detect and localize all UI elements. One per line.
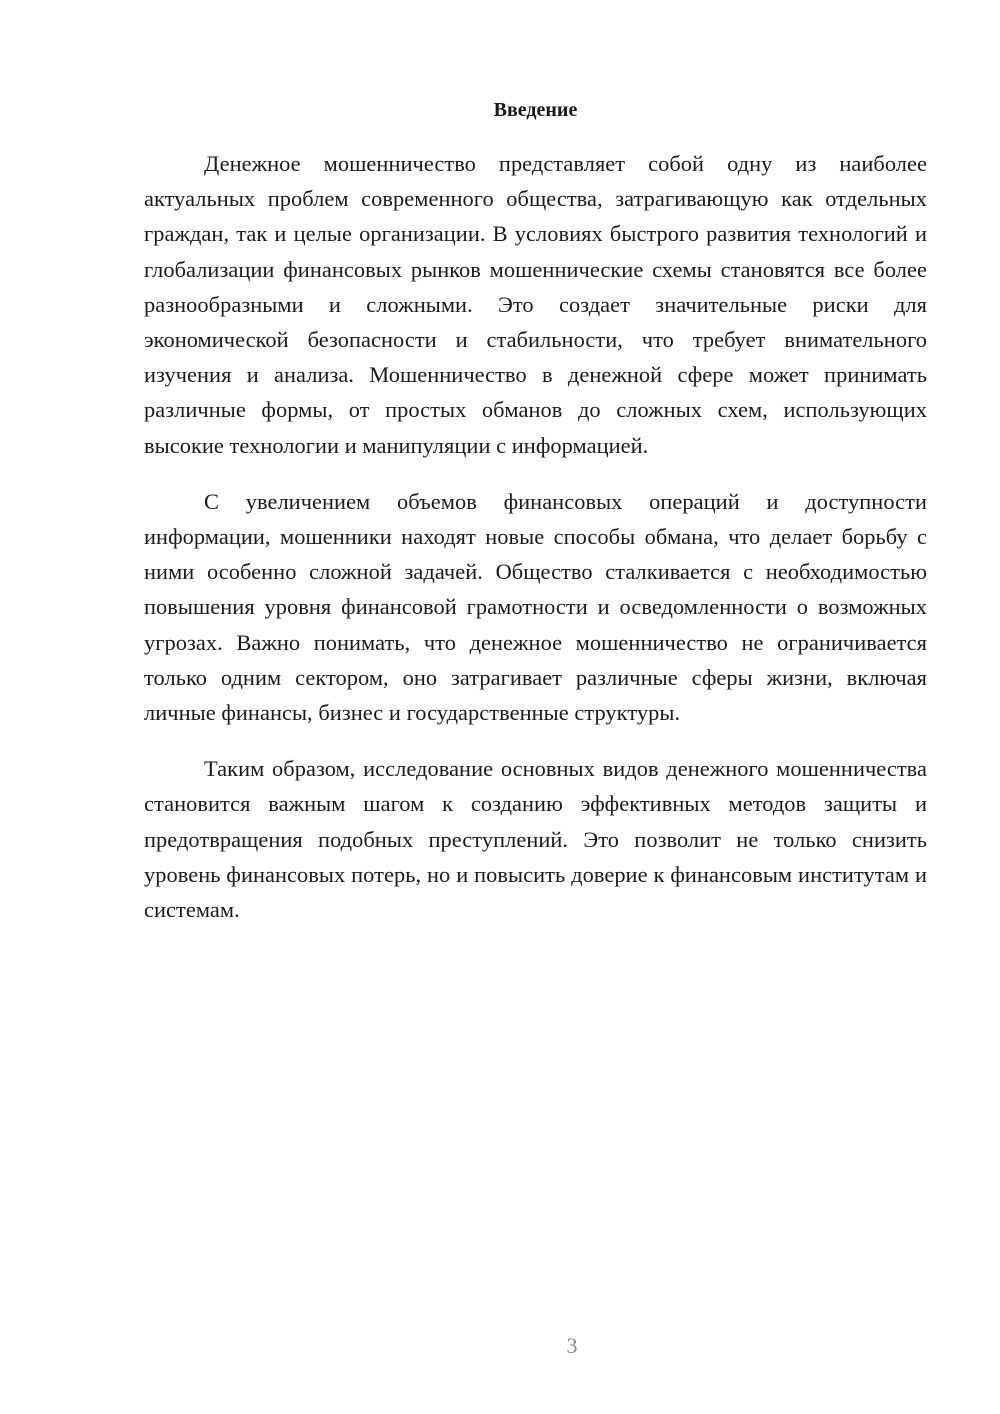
paragraph-3: Таким образом, исследование основных видов денежного мошенничества становится важным шагом к созданию эффективных методов защиты и предотвращения подобных преступлений. Это позволит не только снизить уровень финансовых потерь, но и повысить доверие к финансовым институтам и системам.: [144, 756, 927, 923]
page-number: 3: [566, 1333, 578, 1358]
page-content: [144, 96, 927, 948]
section-title: Введение: [493, 99, 578, 121]
paragraph-1: Денежное мошенничество представляет собой одну из наиболее актуальных проблем современного общества, затрагивающую как отдельных граждан, так и целые организации. В условиях быстрого развития технологий и глобализации финансовых рынков мошеннические схемы становятся все более разнообразными и сложными. Это создает значительные риски для экономической безопасности и стабильности, что требует внимательного изучения и анализа. Мошенничество в денежной сфере может принимать различные формы, от простых обманов до сложных схем, использующих высокие технологии и манипуляции с информацией.: [144, 151, 927, 458]
paragraph-2: С увеличением объемов финансовых операций и доступности информации, мошенники находят новые способы обмана, что делает борьбу с ними особенно сложной задачей. Общество сталкивается с необходимостью повышения уровня финансовой грамотности и осведомленности о возможных угрозах. Важно понимать, что денежное мошенничество не ограничивается только одним сектором, оно затрагивает различные сферы жизни, включая личные финансы, бизнес и государственные структуры.: [144, 488, 927, 726]
